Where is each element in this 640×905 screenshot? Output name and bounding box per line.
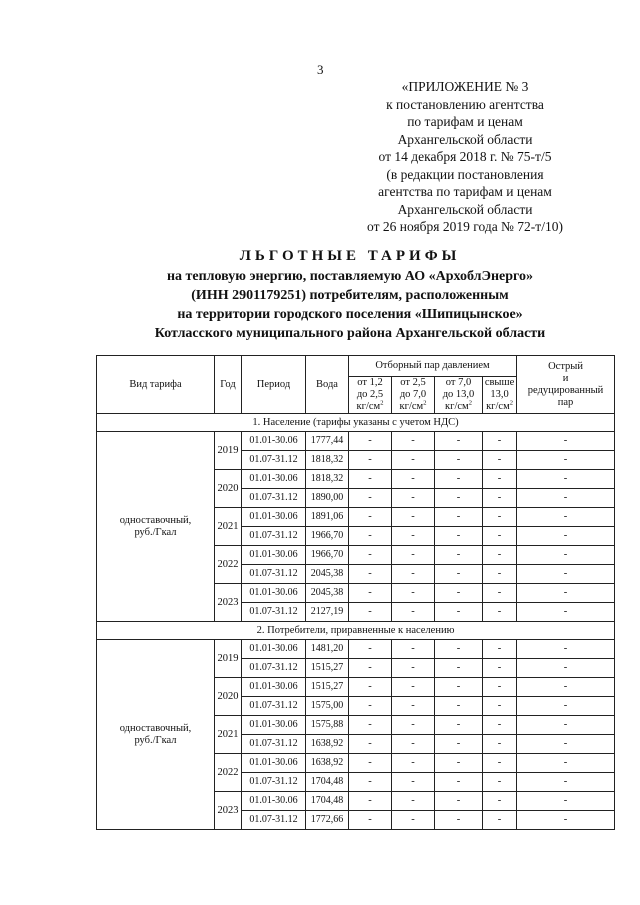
water-tariff-cell: 1818,32 [306, 451, 349, 470]
water-tariff-cell: 1966,70 [306, 546, 349, 565]
sharp-steam-cell: - [517, 811, 615, 830]
title-line: на тепловую энергию, поставляемую АО «АрхоблЭнерго» [166, 269, 534, 284]
steam-tariff-cell: - [392, 432, 435, 451]
appendix-line: к постановлению агентства [386, 96, 544, 112]
header-sharp-line: редуцированный [527, 384, 604, 396]
steam-tariff-cell: - [483, 659, 517, 678]
steam-tariff-cell: - [392, 735, 435, 754]
sharp-steam-cell: - [517, 603, 615, 622]
steam-tariff-cell: - [349, 432, 392, 451]
year-cell: 2021 [215, 716, 242, 754]
sharp-steam-cell: - [517, 565, 615, 584]
steam-tariff-cell: - [392, 565, 435, 584]
table-row [97, 640, 615, 659]
appendix-line: от 14 декабря 2018 г. № 75-т/5 [378, 149, 552, 164]
period-cell: 01.01-30.06 [242, 470, 306, 489]
steam-tariff-cell: - [349, 508, 392, 527]
tariff-kind-line: одноставочный, [119, 514, 192, 526]
table-body [97, 414, 615, 830]
steam-tariff-cell: - [349, 678, 392, 697]
steam-tariff-cell: - [392, 773, 435, 792]
tariff-kind-line: руб./Гкал [134, 734, 177, 746]
steam-tariff-cell: - [392, 811, 435, 830]
steam-tariff-cell: - [483, 640, 517, 659]
year-cell: 2023 [215, 584, 242, 622]
sharp-steam-cell: - [517, 432, 615, 451]
header-pressure-1 [349, 377, 392, 414]
period-cell: 01.07-31.12 [242, 659, 306, 678]
period-cell: 01.01-30.06 [242, 584, 306, 603]
steam-tariff-cell: - [349, 754, 392, 773]
steam-tariff-cell: - [392, 584, 435, 603]
header-kind: Вид тарифа [97, 356, 215, 414]
period-cell: 01.07-31.12 [242, 773, 306, 792]
header-pressure-unit: кг/см [356, 401, 381, 412]
steam-tariff-cell: - [483, 508, 517, 527]
water-tariff-cell: 1638,92 [306, 754, 349, 773]
appendix-line: агентства по тарифам и ценам [378, 184, 552, 199]
steam-tariff-cell: - [483, 811, 517, 830]
steam-tariff-cell: - [483, 735, 517, 754]
steam-tariff-cell: - [392, 697, 435, 716]
steam-tariff-cell: - [349, 640, 392, 659]
year-cell: 2019 [215, 640, 242, 678]
sharp-steam-cell: - [517, 508, 615, 527]
steam-tariff-cell: - [483, 678, 517, 697]
sharp-steam-cell: - [517, 584, 615, 603]
header-pressure-unit: кг/см [445, 401, 469, 412]
steam-tariff-cell: - [435, 603, 483, 622]
steam-tariff-cell: - [435, 565, 483, 584]
steam-tariff-cell: - [435, 470, 483, 489]
water-tariff-cell: 1704,48 [306, 773, 349, 792]
document-title [100, 246, 600, 343]
header-pressure-line: 13,0 [490, 389, 509, 400]
year-cell: 2022 [215, 546, 242, 584]
header-pressure-line [349, 401, 391, 413]
steam-tariff-cell: - [392, 546, 435, 565]
steam-tariff-cell: - [435, 584, 483, 603]
sharp-steam-cell: - [517, 470, 615, 489]
steam-tariff-cell: - [349, 527, 392, 546]
steam-tariff-cell: - [483, 546, 517, 565]
sharp-steam-cell: - [517, 716, 615, 735]
steam-tariff-cell: - [392, 603, 435, 622]
water-tariff-cell: 2127,19 [306, 603, 349, 622]
header-pressure-line: до 2,5 [356, 389, 384, 400]
steam-tariff-cell: - [483, 584, 517, 603]
table-row [97, 432, 615, 451]
steam-tariff-cell: - [392, 527, 435, 546]
header-pressure-line [483, 401, 516, 413]
header-water: Вода [306, 356, 349, 414]
title-line: (ИНН 2901179251) потребителям, расположенным [191, 288, 509, 303]
steam-tariff-cell: - [435, 489, 483, 508]
section-title: 2. Потребители, приравненные к населению [97, 622, 615, 640]
period-cell: 01.07-31.12 [242, 811, 306, 830]
steam-tariff-cell: - [483, 754, 517, 773]
header-period: Период [242, 356, 306, 414]
year-cell: 2021 [215, 508, 242, 546]
appendix-line: (в редакции постановления [386, 166, 544, 182]
water-tariff-cell: 1481,20 [306, 640, 349, 659]
section-row [97, 414, 615, 432]
steam-tariff-cell: - [435, 697, 483, 716]
steam-tariff-cell: - [483, 565, 517, 584]
steam-tariff-cell: - [349, 584, 392, 603]
header-pressure-2 [392, 377, 435, 414]
header-pressure-unit: кг/см [399, 401, 424, 412]
unit-superscript: 2 [468, 399, 472, 407]
header-pressure-unit: кг/см [486, 401, 510, 412]
period-cell: 01.01-30.06 [242, 754, 306, 773]
sharp-steam-cell: - [517, 678, 615, 697]
unit-superscript: 2 [423, 399, 427, 407]
steam-tariff-cell: - [483, 527, 517, 546]
period-cell: 01.07-31.12 [242, 697, 306, 716]
period-cell: 01.07-31.12 [242, 565, 306, 584]
sharp-steam-cell: - [517, 773, 615, 792]
unit-superscript: 2 [380, 399, 384, 407]
steam-tariff-cell: - [435, 508, 483, 527]
steam-tariff-cell: - [392, 640, 435, 659]
steam-tariff-cell: - [435, 792, 483, 811]
header-pressure-line: до 13,0 [442, 389, 475, 400]
steam-tariff-cell: - [483, 432, 517, 451]
steam-tariff-cell: - [392, 489, 435, 508]
steam-tariff-cell: - [435, 640, 483, 659]
steam-tariff-cell: - [349, 659, 392, 678]
sharp-steam-cell: - [517, 546, 615, 565]
steam-tariff-cell: - [435, 527, 483, 546]
water-tariff-cell: 1515,27 [306, 678, 349, 697]
steam-tariff-cell: - [483, 792, 517, 811]
steam-tariff-cell: - [435, 678, 483, 697]
period-cell: 01.07-31.12 [242, 489, 306, 508]
water-tariff-cell: 1818,32 [306, 470, 349, 489]
steam-tariff-cell: - [349, 697, 392, 716]
period-cell: 01.01-30.06 [242, 432, 306, 451]
water-tariff-cell: 1891,06 [306, 508, 349, 527]
section-row [97, 622, 615, 640]
water-tariff-cell: 1515,27 [306, 659, 349, 678]
header-pressure-line: свыше [484, 377, 515, 388]
tariff-kind-cell [97, 640, 215, 830]
appendix-line: по тарифам и ценам [407, 114, 523, 129]
header-sharp-line: и [562, 372, 569, 384]
tariff-kind-cell [97, 432, 215, 622]
steam-tariff-cell: - [392, 716, 435, 735]
steam-tariff-cell: - [435, 811, 483, 830]
header-pressure-line [392, 401, 434, 413]
header-pressure-line: от 7,0 [445, 377, 472, 388]
water-tariff-cell: 1772,66 [306, 811, 349, 830]
header-sharp-line: пар [557, 396, 574, 408]
header-pressure-line: от 2,5 [400, 377, 426, 388]
steam-tariff-cell: - [483, 716, 517, 735]
sharp-steam-cell: - [517, 697, 615, 716]
water-tariff-cell: 1966,70 [306, 527, 349, 546]
period-cell: 01.01-30.06 [242, 546, 306, 565]
header-pressure-line: от 1,2 [357, 377, 383, 388]
steam-tariff-cell: - [349, 603, 392, 622]
period-cell: 01.07-31.12 [242, 527, 306, 546]
steam-tariff-cell: - [392, 451, 435, 470]
steam-tariff-cell: - [483, 470, 517, 489]
year-cell: 2022 [215, 754, 242, 792]
period-cell: 01.01-30.06 [242, 678, 306, 697]
period-cell: 01.01-30.06 [242, 716, 306, 735]
appendix-block [330, 78, 600, 236]
header-steam: Отборный пар давлением [349, 356, 517, 377]
table-header [97, 356, 615, 414]
sharp-steam-cell: - [517, 792, 615, 811]
period-cell: 01.07-31.12 [242, 735, 306, 754]
title-line: Котласского муниципального района Архангельской области [154, 326, 546, 341]
title-main: ЛЬГОТНЫЕ ТАРИФЫ [239, 248, 461, 264]
steam-tariff-cell: - [392, 659, 435, 678]
page-number: 3 [317, 62, 324, 77]
sharp-steam-cell: - [517, 659, 615, 678]
water-tariff-cell: 1638,92 [306, 735, 349, 754]
steam-tariff-cell: - [349, 565, 392, 584]
steam-tariff-cell: - [392, 792, 435, 811]
steam-tariff-cell: - [349, 811, 392, 830]
year-cell: 2023 [215, 792, 242, 830]
steam-tariff-cell: - [349, 451, 392, 470]
tariff-kind-line: руб./Гкал [134, 526, 177, 538]
water-tariff-cell: 1777,44 [306, 432, 349, 451]
steam-tariff-cell: - [349, 489, 392, 508]
steam-tariff-cell: - [435, 735, 483, 754]
water-tariff-cell: 1575,00 [306, 697, 349, 716]
tariff-table [96, 355, 615, 830]
sharp-steam-cell: - [517, 754, 615, 773]
sharp-steam-cell: - [517, 489, 615, 508]
period-cell: 01.01-30.06 [242, 508, 306, 527]
header-sharp-steam [517, 356, 615, 414]
steam-tariff-cell: - [392, 754, 435, 773]
tariff-kind-line: одноставочный, [119, 722, 192, 734]
sharp-steam-cell: - [517, 640, 615, 659]
steam-tariff-cell: - [349, 735, 392, 754]
steam-tariff-cell: - [349, 773, 392, 792]
period-cell: 01.01-30.06 [242, 640, 306, 659]
year-cell: 2020 [215, 678, 242, 716]
sharp-steam-cell: - [517, 527, 615, 546]
header-sharp-line: Острый [548, 360, 583, 372]
appendix-line: от 26 ноября 2019 года № 72-т/10) [367, 219, 563, 234]
water-tariff-cell: 1704,48 [306, 792, 349, 811]
header-pressure-line [435, 401, 482, 413]
steam-tariff-cell: - [349, 716, 392, 735]
header-pressure-line: до 7,0 [399, 389, 427, 400]
steam-tariff-cell: - [483, 773, 517, 792]
steam-tariff-cell: - [435, 451, 483, 470]
year-cell: 2020 [215, 470, 242, 508]
section-title: 1. Население (тарифы указаны с учетом НДС) [97, 414, 615, 432]
steam-tariff-cell: - [435, 659, 483, 678]
year-cell: 2019 [215, 432, 242, 470]
water-tariff-cell: 1890,00 [306, 489, 349, 508]
steam-tariff-cell: - [349, 792, 392, 811]
steam-tariff-cell: - [483, 451, 517, 470]
header-pressure-3 [435, 377, 483, 414]
steam-tariff-cell: - [435, 773, 483, 792]
steam-tariff-cell: - [392, 678, 435, 697]
water-tariff-cell: 2045,38 [306, 565, 349, 584]
water-tariff-cell: 2045,38 [306, 584, 349, 603]
steam-tariff-cell: - [435, 546, 483, 565]
steam-tariff-cell: - [435, 432, 483, 451]
period-cell: 01.01-30.06 [242, 792, 306, 811]
unit-superscript: 2 [509, 399, 513, 407]
steam-tariff-cell: - [483, 603, 517, 622]
steam-tariff-cell: - [483, 697, 517, 716]
title-line: на территории городского поселения «Шипицынское» [177, 307, 523, 322]
appendix-line: Архангельской области [397, 131, 533, 147]
period-cell: 01.07-31.12 [242, 603, 306, 622]
steam-tariff-cell: - [349, 546, 392, 565]
sharp-steam-cell: - [517, 451, 615, 470]
steam-tariff-cell: - [349, 470, 392, 489]
steam-tariff-cell: - [435, 754, 483, 773]
appendix-line: Архангельской области [397, 201, 533, 217]
steam-tariff-cell: - [392, 470, 435, 489]
appendix-line: «ПРИЛОЖЕНИЕ № 3 [401, 79, 529, 94]
steam-tariff-cell: - [483, 489, 517, 508]
sharp-steam-cell: - [517, 735, 615, 754]
steam-tariff-cell: - [392, 508, 435, 527]
steam-tariff-cell: - [435, 716, 483, 735]
period-cell: 01.07-31.12 [242, 451, 306, 470]
water-tariff-cell: 1575,88 [306, 716, 349, 735]
header-year: Год [215, 356, 242, 414]
header-pressure-4 [483, 377, 517, 414]
